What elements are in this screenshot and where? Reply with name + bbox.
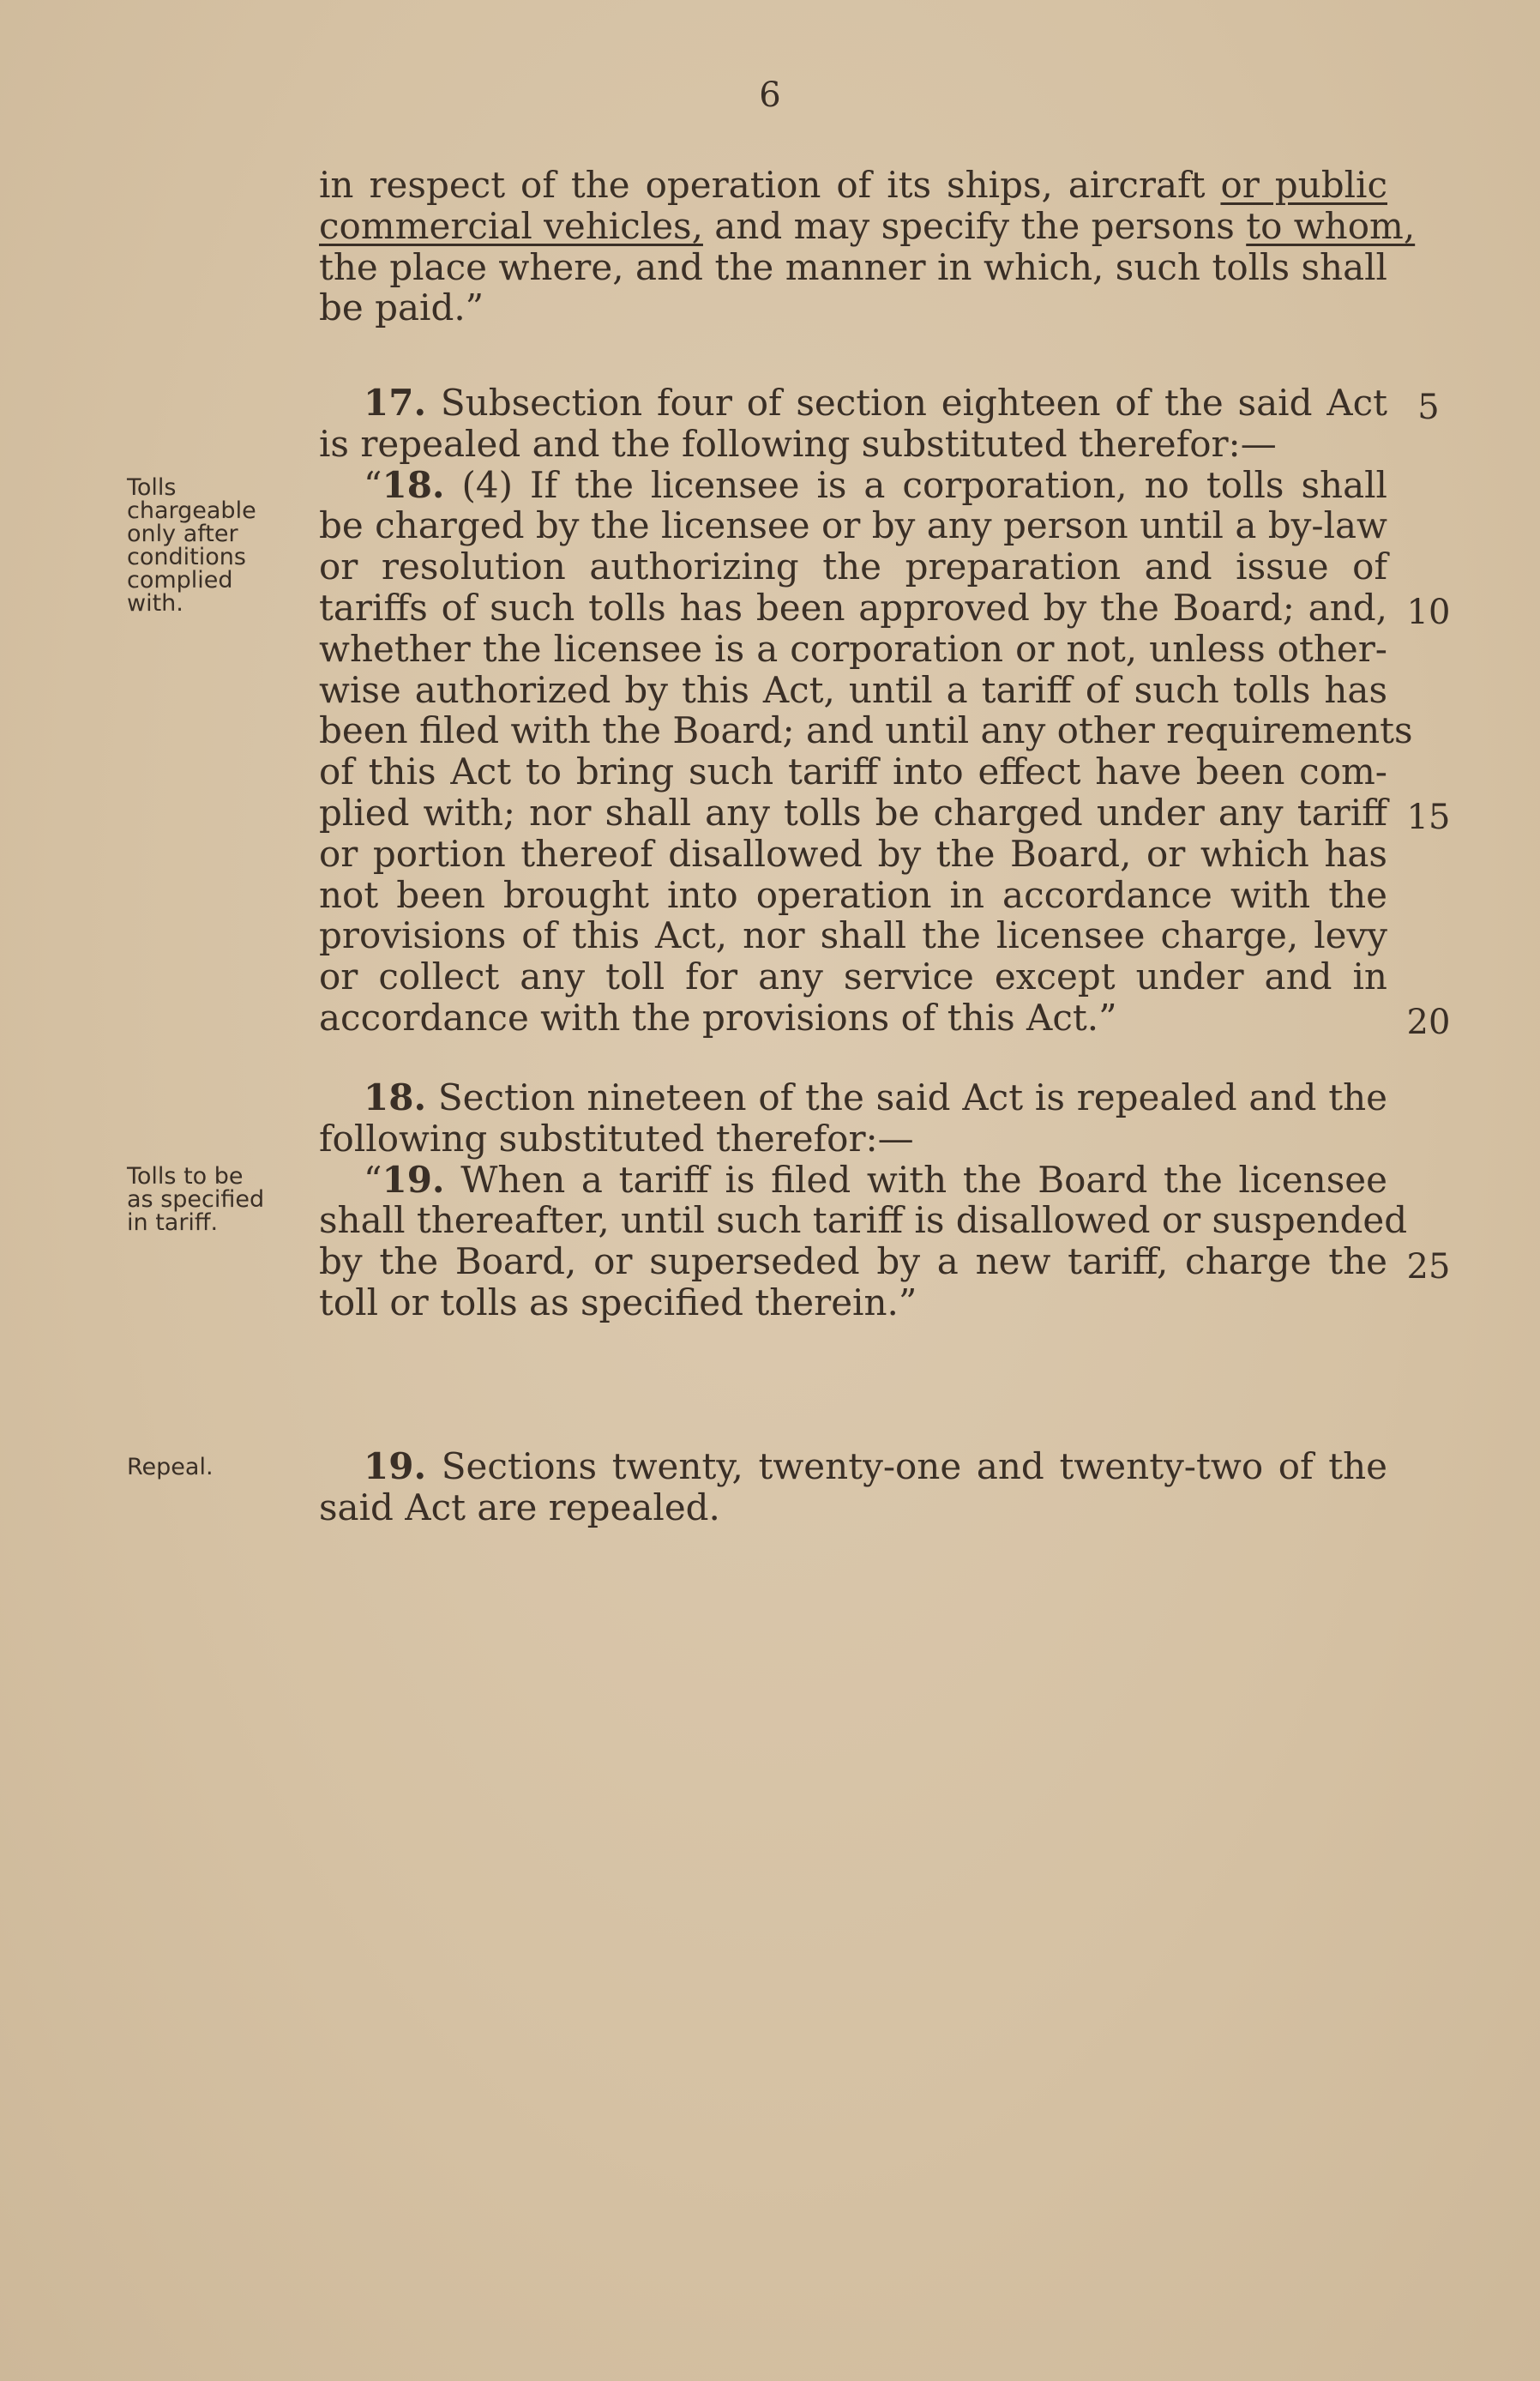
text-line: tariffs of such tolls has been approved by the Board; and,: [319, 586, 1387, 629]
underlined-text: or public: [1220, 164, 1387, 206]
line-number: 10: [1406, 593, 1451, 632]
margin-note-line: as specified: [127, 1186, 265, 1213]
text-span: Section nineteen of the said Act is repealed and the: [437, 1076, 1387, 1118]
text-line: be paid.”: [319, 286, 484, 329]
text-line: in respect of the operation of its ships, aircraft or public: [319, 164, 1387, 206]
text-line: following substituted therefor:—: [319, 1117, 914, 1160]
text-span: Subsection four of section eighteen of the said Act: [440, 382, 1387, 424]
open-quote: “: [364, 463, 382, 506]
text-line: not been brought into operation in accordance with the: [319, 873, 1387, 916]
text-line: or resolution authorizing the preparation and issue of: [319, 546, 1387, 588]
line-number: 20: [1406, 1003, 1451, 1042]
margin-note-line: in tariff.: [127, 1209, 219, 1236]
line-number: 5: [1417, 388, 1440, 427]
text-line: the place where, and the manner in which, such tolls shall: [319, 245, 1387, 288]
margin-note-tolls-chargeable: [127, 476, 290, 615]
margin-note-line: Tolls to be: [127, 1163, 244, 1190]
open-quote: “: [364, 1158, 382, 1201]
margin-note-tolls-as-specified: [127, 1165, 290, 1234]
text-line: or collect any toll for any service except under and in: [319, 955, 1387, 998]
text-span: Sections twenty, twenty-one and twenty-two of the: [441, 1445, 1387, 1487]
text-line: toll or tolls as specified therein.”: [319, 1281, 917, 1323]
text-line: commercial vehicles, and may specify the persons to whom,: [319, 204, 1416, 247]
margin-note-line: complied: [127, 567, 233, 594]
margin-note-line: chargeable: [127, 497, 256, 524]
text-line: wise authorized by this Act, until a tariff of such tolls has: [319, 668, 1387, 711]
underlined-text: commercial vehicles,: [319, 204, 703, 247]
margin-note-line: only after: [127, 521, 238, 547]
text-line: is repealed and the following substituted therefor:—: [319, 422, 1277, 465]
margin-note-repeal: [127, 1456, 290, 1479]
underlined-text: to whom,: [1246, 204, 1416, 247]
text-line: whether the licensee is a corporation or not, unless other-: [319, 627, 1387, 670]
text-line: be charged by the licensee or by any person until a by-law: [319, 504, 1387, 547]
line-number: 25: [1406, 1247, 1451, 1287]
text-line: plied with; nor shall any tolls be charged under any tariff: [319, 791, 1387, 834]
text-line: accordance with the provisions of this Act.”: [319, 996, 1117, 1039]
section-19-first-line: [319, 1446, 1387, 1487]
margin-note-line: with.: [127, 590, 183, 617]
section-19: [319, 1446, 1387, 1528]
text-line: provisions of this Act, nor shall the licensee charge, levy: [319, 914, 1387, 957]
text-line: of this Act to bring such tariff into effect have been com-: [319, 750, 1387, 793]
quoted-section-18-first-line: [319, 465, 1387, 506]
line-number: 15: [1406, 798, 1451, 837]
text-line: said Act are repealed.: [319, 1486, 720, 1528]
section-18-first-line: [319, 1077, 1387, 1118]
margin-note-line: Tolls: [127, 474, 177, 501]
section-number: 19.: [364, 1445, 427, 1487]
text-line: by the Board, or superseded by a new tariff, charge the: [319, 1240, 1387, 1283]
page-number: 6: [759, 75, 781, 115]
text-line: or portion thereof disallowed by the Board, or which has: [319, 832, 1387, 875]
section-17: [319, 382, 1413, 1039]
section-number: 19.: [382, 1158, 445, 1201]
margin-note-line: Repeal.: [127, 1454, 214, 1480]
section-number: 17.: [364, 382, 427, 424]
margin-note-line: conditions: [127, 544, 246, 570]
quoted-section-19-first-line: [319, 1160, 1387, 1201]
section-17-first-line: [319, 383, 1387, 424]
section-number: 18.: [382, 463, 445, 506]
text-line: shall thereafter, until such tariff is disallowed or suspended: [319, 1199, 1408, 1242]
section-18: [319, 1076, 1408, 1323]
section-number: 18.: [364, 1076, 427, 1118]
continued-paragraph: [319, 164, 1416, 329]
text-line: been filed with the Board; and until any other requirements: [319, 709, 1413, 752]
text-span: When a tariff is filed with the Board the licensee: [460, 1158, 1387, 1201]
text-span: (4) If the licensee is a corporation, no tolls shall: [461, 463, 1387, 506]
